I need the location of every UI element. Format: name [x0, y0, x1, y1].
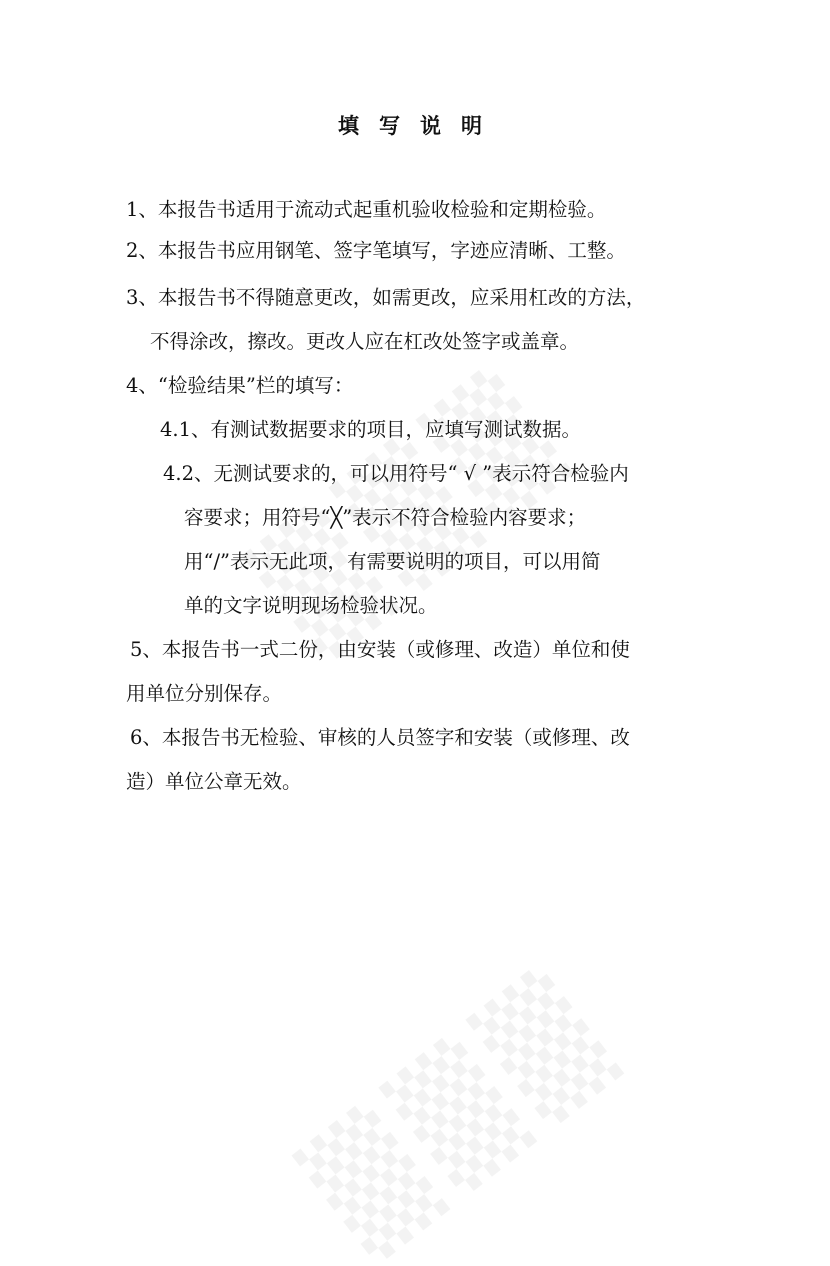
instruction-line: 4、“检验结果”栏的填写： [126, 374, 354, 397]
page-title: 填写说明 [338, 113, 502, 138]
instruction-line: 5、本报告书一式二份，由安装（或修理、改造）单位和使 [130, 638, 630, 661]
instruction-line: 6、本报告书无检验、审核的人员签字和安装（或修理、改 [130, 726, 630, 749]
instruction-line: 4.2、无测试要求的，可以用符号“ √ ”表示符合检验内 [163, 462, 629, 485]
instruction-line: 容要求；用符号“╳”表示不符合检验内容要求； [184, 506, 587, 529]
instruction-line: 单的文字说明现场检验状况。 [184, 594, 438, 617]
instruction-line: 2、本报告书应用钢笔、签字笔填写，字迹应清晰、工整。 [126, 239, 626, 262]
watermark [292, 953, 638, 1266]
instruction-line: 用“/”表示无此项，有需要说明的项目，可以用简 [184, 550, 601, 573]
instruction-line: 4.1、有测试数据要求的项目，应填写测试数据。 [160, 418, 582, 441]
instruction-line: 用单位分别保存。 [126, 682, 283, 705]
instruction-line: 造）单位公章无效。 [126, 770, 302, 793]
instruction-line: 不得涂改，擦改。更改人应在杠改处签字或盖章。 [150, 330, 580, 353]
instruction-line: 3、本报告书不得随意更改，如需更改，应采用杠改的方法， [126, 286, 646, 309]
instruction-line: 1、本报告书适用于流动式起重机验收检验和定期检验。 [126, 198, 607, 221]
